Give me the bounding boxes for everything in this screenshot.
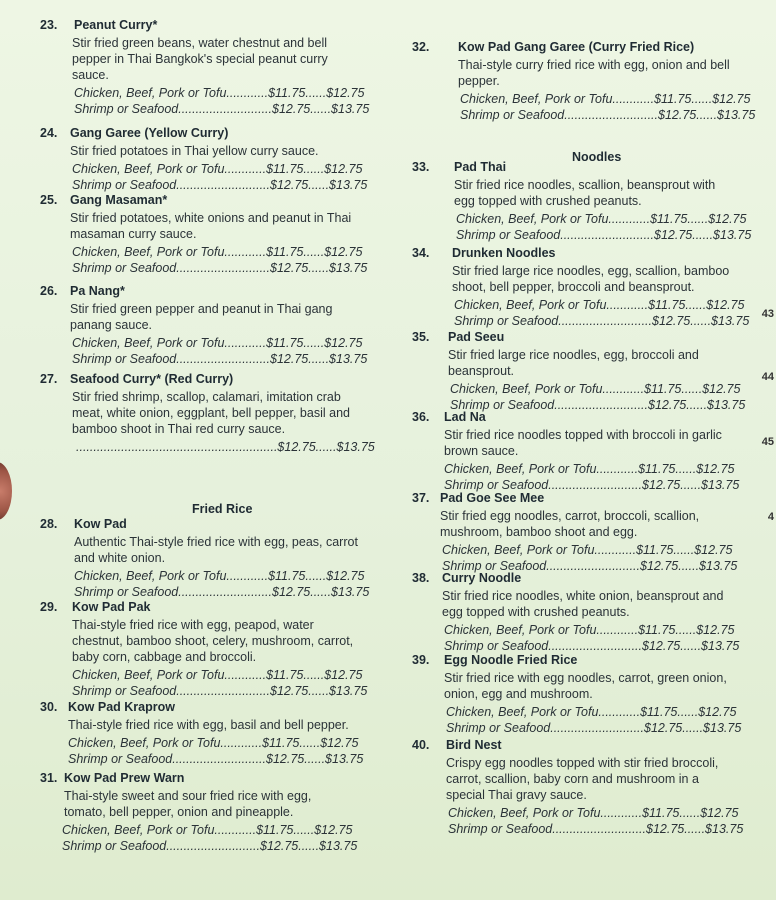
item-name: Seafood Curry* (Red Curry) [70,372,234,386]
item-name: Drunken Noodles [452,246,556,260]
item-number: 36. [412,410,430,424]
price-row: Chicken, Beef, Pork or Tofu............$11.75......$12.75 [460,92,751,106]
item-description: beansprout. [448,364,515,378]
item-description: Stir fried rice with egg noodles, carrot, green onion, [444,671,727,685]
item-description: baby corn, cabbage and broccoli. [72,650,257,664]
item-number: 26. [40,284,58,298]
item-description: Crispy egg noodles topped with stir fried broccoli, [446,756,719,770]
item-number: 24. [40,126,58,140]
price-row: Shrimp or Seafood...........................$12.75......$13.75 [72,684,368,698]
price-row: Chicken, Beef, Pork or Tofu............$11.75......$12.75 [72,336,363,350]
item-description: Stir fried green beans, water chestnut and bell [72,36,328,50]
item-description: onion, egg and mushroom. [444,687,593,701]
item-description: Stir fried rice noodles, scallion, beansprout with [454,178,716,192]
item-number: 31. [40,771,58,785]
price-row: Shrimp or Seafood...........................$12.75......$13.75 [444,478,740,492]
item-name: Kow Pad Prew Warn [64,771,185,785]
item-name: Bird Nest [446,738,502,752]
item-number: 28. [40,517,58,531]
item-number: 40. [412,738,430,752]
item-number: 30. [40,700,58,714]
edge-number: 43 [761,308,774,320]
edge-number: 44 [761,371,774,383]
item-name: Egg Noodle Fried Rice [444,653,578,667]
item-name: Pad Goe See Mee [440,491,545,505]
thumb-shadow [0,462,12,520]
price-row: Chicken, Beef, Pork or Tofu............$11.75......$12.75 [74,86,365,100]
price-row: Shrimp or Seafood...........................$12.75......$13.75 [72,178,368,192]
item-number: 35. [412,330,430,344]
price-row: ..........................................................$12.75......$13.75 [76,440,375,454]
item-name: Curry Noodle [442,571,522,585]
item-number: 23. [40,18,58,32]
price-row: Chicken, Beef, Pork or Tofu............$11.75......$12.75 [444,623,735,637]
item-description: Stir fried potatoes, white onions and peanut in Thai [70,211,352,225]
item-number: 38. [412,571,430,585]
item-name: Kow Pad Gang Garee (Curry Fried Rice) [458,40,695,54]
price-row: Shrimp or Seafood...........................$12.75......$13.75 [456,228,752,242]
price-row: Chicken, Beef, Pork or Tofu............$11.75......$12.75 [454,298,745,312]
item-description: Stir fried egg noodles, carrot, broccoli, scallion, [440,509,700,523]
price-row: Chicken, Beef, Pork or Tofu............$11.75......$12.75 [68,736,359,750]
item-description: pepper. [458,74,500,88]
item-name: Peanut Curry* [74,18,158,32]
price-row: Chicken, Beef, Pork or Tofu............$11.75......$12.75 [444,462,735,476]
item-description: panang sauce. [70,318,153,332]
price-row: Chicken, Beef, Pork or Tofu............$11.75......$12.75 [448,806,739,820]
price-row: Shrimp or Seafood...........................$12.75......$13.75 [72,352,368,366]
price-row: Shrimp or Seafood...........................$12.75......$13.75 [68,752,364,766]
item-description: Stir fried large rice noodles, egg, broccoli and [448,348,699,362]
item-name: Lad Na [444,410,486,424]
item-description: Stir fried rice noodles topped with broccoli in garlic [444,428,722,442]
price-row: Shrimp or Seafood...........................$12.75......$13.75 [460,108,756,122]
item-description: Thai-style curry fried rice with egg, onion and bell [458,58,730,72]
item-name: Pad Thai [454,160,507,174]
item-description: Authentic Thai-style fried rice with egg, peas, carrot [74,535,358,549]
item-description: egg topped with crushed peanuts. [454,194,642,208]
price-row: Shrimp or Seafood...........................$12.75......$13.75 [450,398,746,412]
price-row: Shrimp or Seafood...........................$12.75......$13.75 [74,585,370,599]
item-description: Stir fried large rice noodles, egg, scallion, bamboo [452,264,730,278]
price-row: Chicken, Beef, Pork or Tofu............$11.75......$12.75 [450,382,741,396]
edge-number: 45 [761,436,774,448]
item-description: mushroom, bamboo shoot and egg. [440,525,638,539]
item-number: 39. [412,653,430,667]
item-description: special Thai gravy sauce. [446,788,587,802]
edge-number: 4 [767,511,774,523]
price-row: Shrimp or Seafood...........................$12.75......$13.75 [454,314,750,328]
item-description: Stir fried green pepper and peanut in Thai gang [70,302,333,316]
item-description: pepper in Thai Bangkok's special peanut curry [72,52,328,66]
item-description: brown sauce. [444,444,519,458]
item-name: Gang Garee (Yellow Curry) [70,126,229,140]
item-number: 32. [412,40,430,54]
item-description: Thai-style fried rice with egg, basil and bell pepper. [68,718,349,732]
price-row: Shrimp or Seafood...........................$12.75......$13.75 [446,721,742,735]
item-description: sauce. [72,68,109,82]
item-description: and white onion. [74,551,166,565]
price-row: Shrimp or Seafood...........................$12.75......$13.75 [74,102,370,116]
item-description: Stir fried shrimp, scallop, calamari, imitation crab [72,390,341,404]
item-number: 34. [412,246,430,260]
section-noodles-title: Noodles [572,150,622,164]
price-row: Chicken, Beef, Pork or Tofu............$11.75......$12.75 [72,162,363,176]
price-row: Shrimp or Seafood...........................$12.75......$13.75 [442,559,738,573]
item-description: Stir fried potatoes in Thai yellow curry sauce. [70,144,319,158]
item-name: Kow Pad Pak [72,600,151,614]
item-name: Kow Pad [74,517,127,531]
item-name: Gang Masaman* [70,193,168,207]
price-row: Chicken, Beef, Pork or Tofu............$11.75......$12.75 [74,569,365,583]
price-row: Chicken, Beef, Pork or Tofu............$11.75......$12.75 [72,245,363,259]
item-number: 37. [412,491,430,505]
price-row: Chicken, Beef, Pork or Tofu............$11.75......$12.75 [72,668,363,682]
item-description: meat, white onion, eggplant, bell pepper, basil and [72,406,350,420]
item-description: bamboo shoot in Thai red curry sauce. [72,422,286,436]
item-number: 27. [40,372,58,386]
item-description: tomato, bell pepper, onion and pineapple. [64,805,294,819]
item-description: masaman curry sauce. [70,227,197,241]
item-description: Thai-style sweet and sour fried rice with egg, [64,789,312,803]
price-row: Chicken, Beef, Pork or Tofu............$11.75......$12.75 [446,705,737,719]
item-number: 29. [40,600,58,614]
price-row: Chicken, Beef, Pork or Tofu............$11.75......$12.75 [62,823,353,837]
item-name: Kow Pad Kraprow [68,700,175,714]
price-row: Shrimp or Seafood...........................$12.75......$13.75 [62,839,358,853]
item-description: carrot, scallion, baby corn and mushroom in a [446,772,699,786]
price-row: Chicken, Beef, Pork or Tofu............$11.75......$12.75 [442,543,733,557]
price-row: Chicken, Beef, Pork or Tofu............$11.75......$12.75 [456,212,747,226]
price-row: Shrimp or Seafood...........................$12.75......$13.75 [448,822,744,836]
item-description: chestnut, bamboo shoot, celery, mushroom, carrot, [72,634,354,648]
price-row: Shrimp or Seafood...........................$12.75......$13.75 [444,639,740,653]
item-description: Stir fried rice noodles, white onion, beansprout and [442,589,724,603]
item-number: 25. [40,193,58,207]
price-row: Shrimp or Seafood...........................$12.75......$13.75 [72,261,368,275]
section-fried-rice-title: Fried Rice [192,502,253,516]
item-name: Pad Seeu [448,330,505,344]
item-number: 33. [412,160,430,174]
item-name: Pa Nang* [70,284,125,298]
item-description: shoot, bell pepper, broccoli and beansprout. [452,280,695,294]
item-description: egg topped with crushed peanuts. [442,605,630,619]
item-description: Thai-style fried rice with egg, peapod, water [72,618,314,632]
